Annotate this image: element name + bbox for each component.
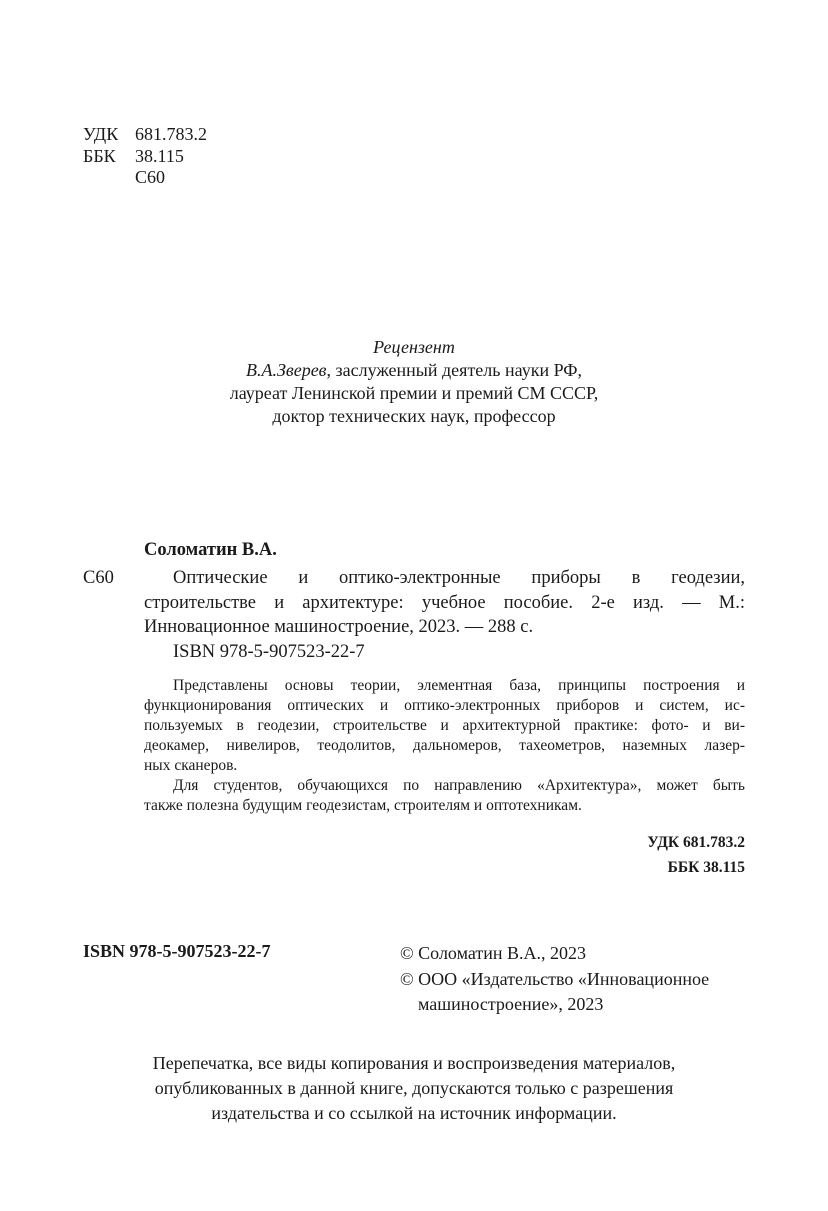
copyright-publisher-line2: машиностроение», 2023: [418, 994, 604, 1014]
book-title-line2: строительстве и архитектуре: учебное пособие. 2-е изд. — М.:: [144, 593, 745, 613]
reviewer-line3: доктор технических наук, профессор: [272, 406, 556, 426]
reprint-notice-line3: издательства и со ссылкой на источник информации.: [211, 1103, 617, 1123]
copyright-publisher-line1: © ООО «Издательство «Инновационное: [400, 969, 710, 989]
udk-value: 681.783.2: [135, 124, 207, 144]
bbk-value: 38.115: [135, 146, 184, 166]
book-title-line1: Оптические и оптико-электронные приборы в геодезии,: [173, 568, 745, 588]
bibliography-mark: С60: [83, 568, 114, 588]
reprint-notice-line1: Перепечатка, все виды копирования и воспроизведения материалов,: [152, 1053, 676, 1073]
abstract-line: функционирования оптических и оптико-электронных приборов и систем, ис-: [144, 697, 745, 714]
copyright-isbn: ISBN 978-5-907523-22-7: [83, 941, 271, 961]
reviewer-heading: Рецензент: [373, 337, 455, 357]
index-udk: УДК 681.783.2: [647, 834, 745, 851]
author-mark: С60: [135, 167, 166, 187]
reviewer-line2: лауреат Ленинской премии и премий СМ СССР,: [229, 383, 599, 403]
index-bbk: ББК 38.115: [667, 859, 745, 876]
reviewer-name: В.А.Зверев: [245, 360, 327, 380]
book-isbn: ISBN 978-5-907523-22-7: [173, 642, 365, 662]
abstract-line: ных сканеров.: [144, 757, 238, 774]
abstract-line: деокамер, нивелиров, теодолитов, дальномеров, тахеометров, наземных лазер-: [144, 737, 745, 754]
author-mark-row: [83, 167, 165, 187]
book-title-line3: Инновационное машиностроение, 2023. — 288 с.: [144, 617, 534, 637]
book-author: Соломатин В.А.: [144, 540, 277, 560]
reviewer-title: , заслуженный деятель науки РФ,: [326, 360, 582, 380]
abstract-line: Для студентов, обучающихся по направлению «Архитектура», может быть: [173, 777, 745, 794]
udk-label: УДК: [83, 124, 119, 144]
reprint-notice-line2: опубликованных в данной книге, допускаются только с разрешения: [154, 1078, 674, 1098]
copyright-author: © Соломатин В.А., 2023: [400, 943, 587, 963]
abstract-line: также полезна будущим геодезистам, строителям и оптотехникам.: [144, 797, 582, 814]
reviewer-line1: [0, 359, 828, 381]
bbk-label: ББК: [83, 146, 116, 166]
bbk-row: [83, 146, 184, 166]
udk-row: [83, 124, 207, 144]
abstract-line: пользуемых в геодезии, строительстве и архитектурной практике: фото- и ви-: [144, 717, 745, 734]
abstract-line: Представлены основы теории, элементная база, принципы построения и: [173, 677, 745, 694]
